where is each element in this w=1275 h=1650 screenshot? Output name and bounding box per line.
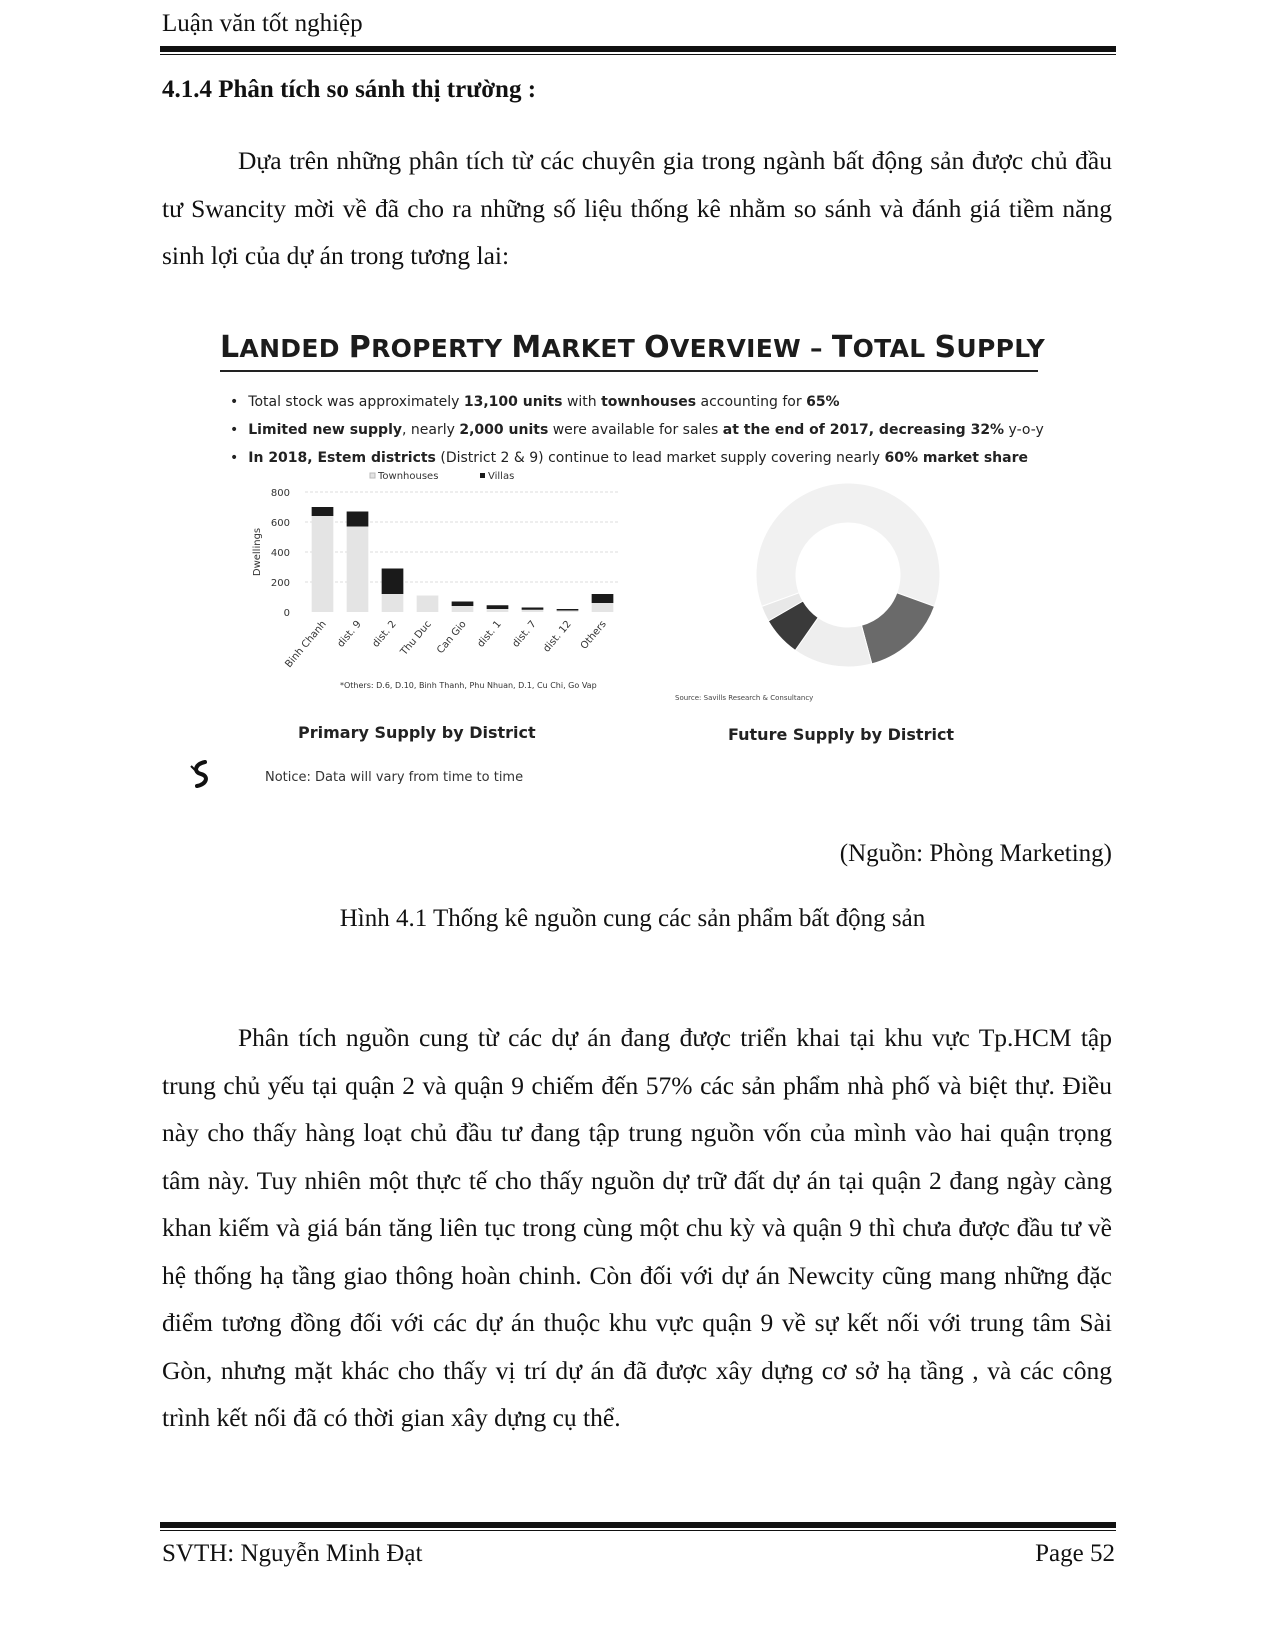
x-tick-label: dist. 12 (541, 618, 574, 655)
bar-townhouses (487, 609, 509, 612)
future-supply-caption: Future Supply by District (728, 725, 955, 744)
donut-chart (675, 483, 940, 702)
bullet-item: • Total stock was approximately 13,100 units with townhouses accounting for 65% (230, 388, 1044, 416)
y-tick-label: 600 (270, 518, 290, 529)
bar-townhouses (347, 527, 369, 613)
bar-townhouses (592, 603, 614, 612)
x-tick-label: dist. 2 (370, 618, 399, 650)
y-tick-label: 800 (270, 488, 290, 499)
legend-swatch (480, 473, 485, 478)
header-rule-thin (160, 54, 1116, 55)
bar-chart (252, 471, 620, 690)
x-tick-label: Thu Duc (398, 618, 434, 658)
slide-title-rule (220, 370, 1038, 372)
footer-page-number: Page 52 (1035, 1540, 1115, 1567)
chart-footnote: *Others: D.6, D.10, Binh Thanh, Phu Nhuan, D.1, Cu Chi, Go Vap (340, 681, 597, 690)
figure-slide (180, 320, 1080, 840)
footer-rule-thin (160, 1530, 1116, 1531)
bar-townhouses (452, 606, 474, 612)
x-tick-label: Can Gio (435, 618, 469, 657)
slide-notice: Notice: Data will vary from time to time (265, 770, 524, 785)
legend-swatch (370, 473, 375, 478)
slide-title: LANDED PROPERTY MARKET OVERVIEW – TOTAL SUPPLY (220, 330, 1045, 365)
bar-villas (382, 569, 404, 595)
bar-townhouses (522, 610, 544, 612)
legend-label: Townhouses (378, 471, 439, 482)
bar-villas (487, 605, 509, 609)
bar-villas (347, 512, 369, 527)
header-title: Luận văn tốt nghiệp (162, 10, 363, 37)
footer-rule (160, 1522, 1116, 1528)
x-tick-label: dist. 9 (335, 618, 364, 650)
header-rule (160, 46, 1116, 52)
paragraph-analysis: Phân tích nguồn cung từ các dự án đang được triển khai tại khu vực Tp.HCM tập trung chủ yếu tại quận 2 và quận 9 chiếm đến 57% các sản phẩm nhà phố và biệt thự. Điều này cho thấy hàng loạt chủ đầu tư đang tập trung nguồn vốn của mình vào hai quận trọng tâm này. Tuy nhiên một thực tế cho thấy nguồn dự trữ đất dự án tại quận 2 đang ngày càng khan kiếm và giá bán tăng liên tục trong cùng một chu kỳ và quận 9 thì chưa được đầu tư về hệ thống hạ tầng giao thông hoàn chinh. Còn đối với dự án Newcity cũng mang những đặc điểm tương đồng đối với các dự án thuộc khu vực quận 9 về sự kết nối với trung tâm Sài Gòn, nhưng mặt khác cho thấy vị trí dự án đã được xây dựng cơ sở hạ tầng , và các công trình kết nối đã có thời gian xây dựng cụ thể. (162, 1023, 1112, 1432)
bar-townhouses (382, 594, 404, 612)
x-tick-label: Others (578, 618, 609, 652)
figure-source: (Nguồn: Phòng Marketing) (839, 840, 1112, 867)
section-heading: 4.1.4 Phân tích so sánh thị trường : (162, 76, 537, 103)
bar-townhouses (417, 596, 439, 613)
y-tick-label: 200 (270, 578, 290, 589)
swan-logo-icon (185, 758, 217, 790)
x-tick-label: Binh Chanh (283, 618, 329, 671)
donut-slice (861, 593, 934, 664)
bar-townhouses (557, 611, 579, 613)
donut-slice (756, 483, 940, 606)
x-tick-label: dist. 7 (510, 618, 539, 650)
donut-source: Source: Savills Research & Consultancy (675, 694, 814, 702)
y-tick-label: 400 (270, 548, 290, 559)
paragraph-intro: Dựa trên những phân tích từ các chuyên gia trong ngành bất động sản được chủ đầu tư Swancity mời về đã cho ra những số liệu thống kê nhằm so sánh và đánh giá tiềm năng sinh lợi của dự án trong tương lai: (162, 146, 1112, 270)
footer-author: SVTH: Nguyễn Minh Đạt (162, 1540, 423, 1567)
bar-villas (312, 507, 334, 516)
primary-supply-caption: Primary Supply by District (298, 723, 536, 742)
bar-townhouses (312, 516, 334, 612)
x-tick-label: dist. 1 (475, 618, 504, 650)
bullet-item: • In 2018, Estem districts (District 2 & 9) continue to lead market supply covering nearly 60% market share (230, 444, 1044, 472)
bar-villas (452, 602, 474, 607)
y-tick-label: 0 (283, 608, 290, 619)
bar-villas (592, 594, 614, 603)
bullet-item: • Limited new supply, nearly 2,000 units were available for sales at the end of 2017, decreasing 32% y-o-y (230, 416, 1044, 444)
figure-caption: Hình 4.1 Thống kê nguồn cung các sản phẩm bất động sản (339, 905, 926, 932)
legend-label: Villas (488, 471, 515, 482)
slide-bullets (230, 388, 1044, 472)
bar-villas (522, 608, 544, 610)
bar-villas (557, 609, 579, 611)
y-axis-label: Dwellings (252, 527, 263, 577)
charts-svg (180, 470, 1080, 710)
